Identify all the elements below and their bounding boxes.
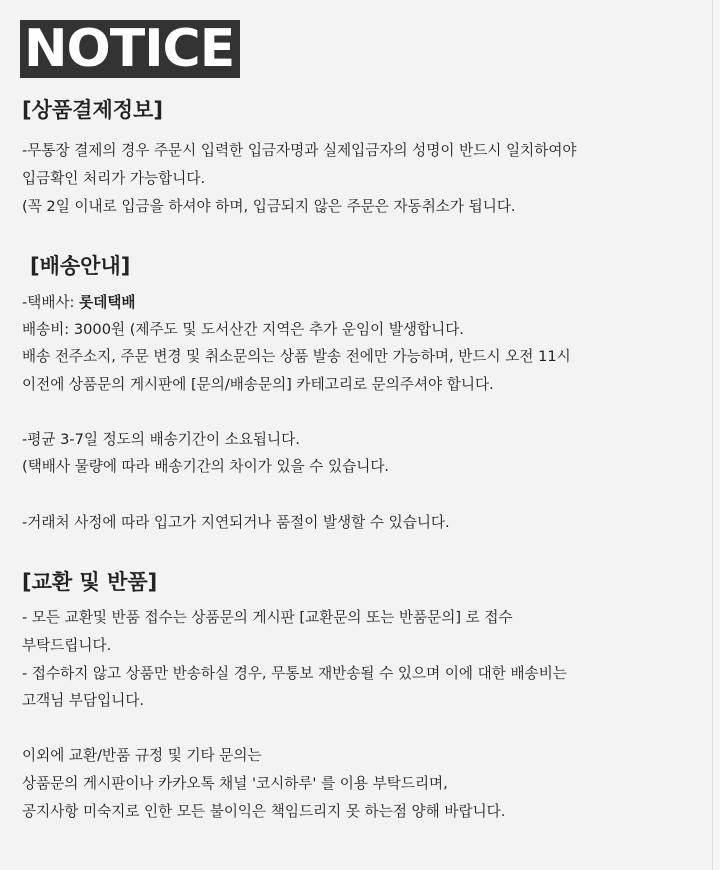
- shipping-heading: [배송안내]: [30, 254, 131, 278]
- exchange-line: 부탁드립니다.: [22, 637, 112, 654]
- exchange-line: 이외에 교환/반품 규정 및 기타 문의는: [22, 747, 262, 764]
- exchange-line: 상품문의 게시판이나 카카오톡 채널 '코시하루' 를 이용 부탁드리며,: [22, 775, 448, 792]
- exchange-line: - 접수하지 않고 상품만 반송하실 경우, 무통보 재반송될 수 있으며 이에 대한 배송비는: [22, 665, 567, 682]
- exchange-line: 공지사항 미숙지로 인한 모든 불이익은 책임드리지 못 하는점 양해 바랍니다.: [22, 803, 506, 820]
- shipping-line: 배송 전주소지, 주문 변경 및 취소문의는 상품 발송 전에만 가능하며, 반드시 오전 11시: [22, 348, 571, 365]
- shipping-line: 이전에 상품문의 게시판에 [문의/배송문의] 카테고리로 문의주셔야 합니다.: [22, 376, 494, 393]
- shipping-line: (택배사 물량에 따라 배송기간의 차이가 있을 수 있습니다.: [22, 458, 390, 475]
- shipping-courier: [22, 293, 136, 313]
- shipping-line: 배송비: 3000원 (제주도 및 도서산간 지역은 추가 운임이 발생합니다.: [22, 321, 464, 338]
- payment-line: (꼭 2일 이내로 입금을 하셔야 하며, 입금되지 않은 주문은 자동취소가 됩니다.: [22, 198, 516, 215]
- exchange-line: - 모든 교환및 반품 접수는 상품문의 게시판 [교환문의 또는 반품문의] 로 접수: [22, 609, 513, 626]
- courier-name: 롯데택배: [79, 294, 136, 311]
- courier-label: -택배사:: [22, 294, 80, 311]
- exchange-line: 고객님 부담입니다.: [22, 692, 145, 709]
- shipping-line: -평균 3-7일 정도의 배송기간이 소요됩니다.: [22, 431, 300, 448]
- payment-line: -무통장 결제의 경우 주문시 입력한 입금자명과 실제입금자의 성명이 반드시 일치하여야: [22, 142, 577, 159]
- notice-title: NOTICE: [20, 20, 240, 78]
- payment-line: 입금확인 처리가 가능합니다.: [22, 170, 206, 187]
- payment-heading: [상품결제정보]: [22, 98, 163, 122]
- shipping-line: -거래처 사정에 따라 입고가 지연되거나 품절이 발생할 수 있습니다.: [22, 514, 450, 531]
- exchange-heading: [교환 및 반품]: [22, 570, 158, 594]
